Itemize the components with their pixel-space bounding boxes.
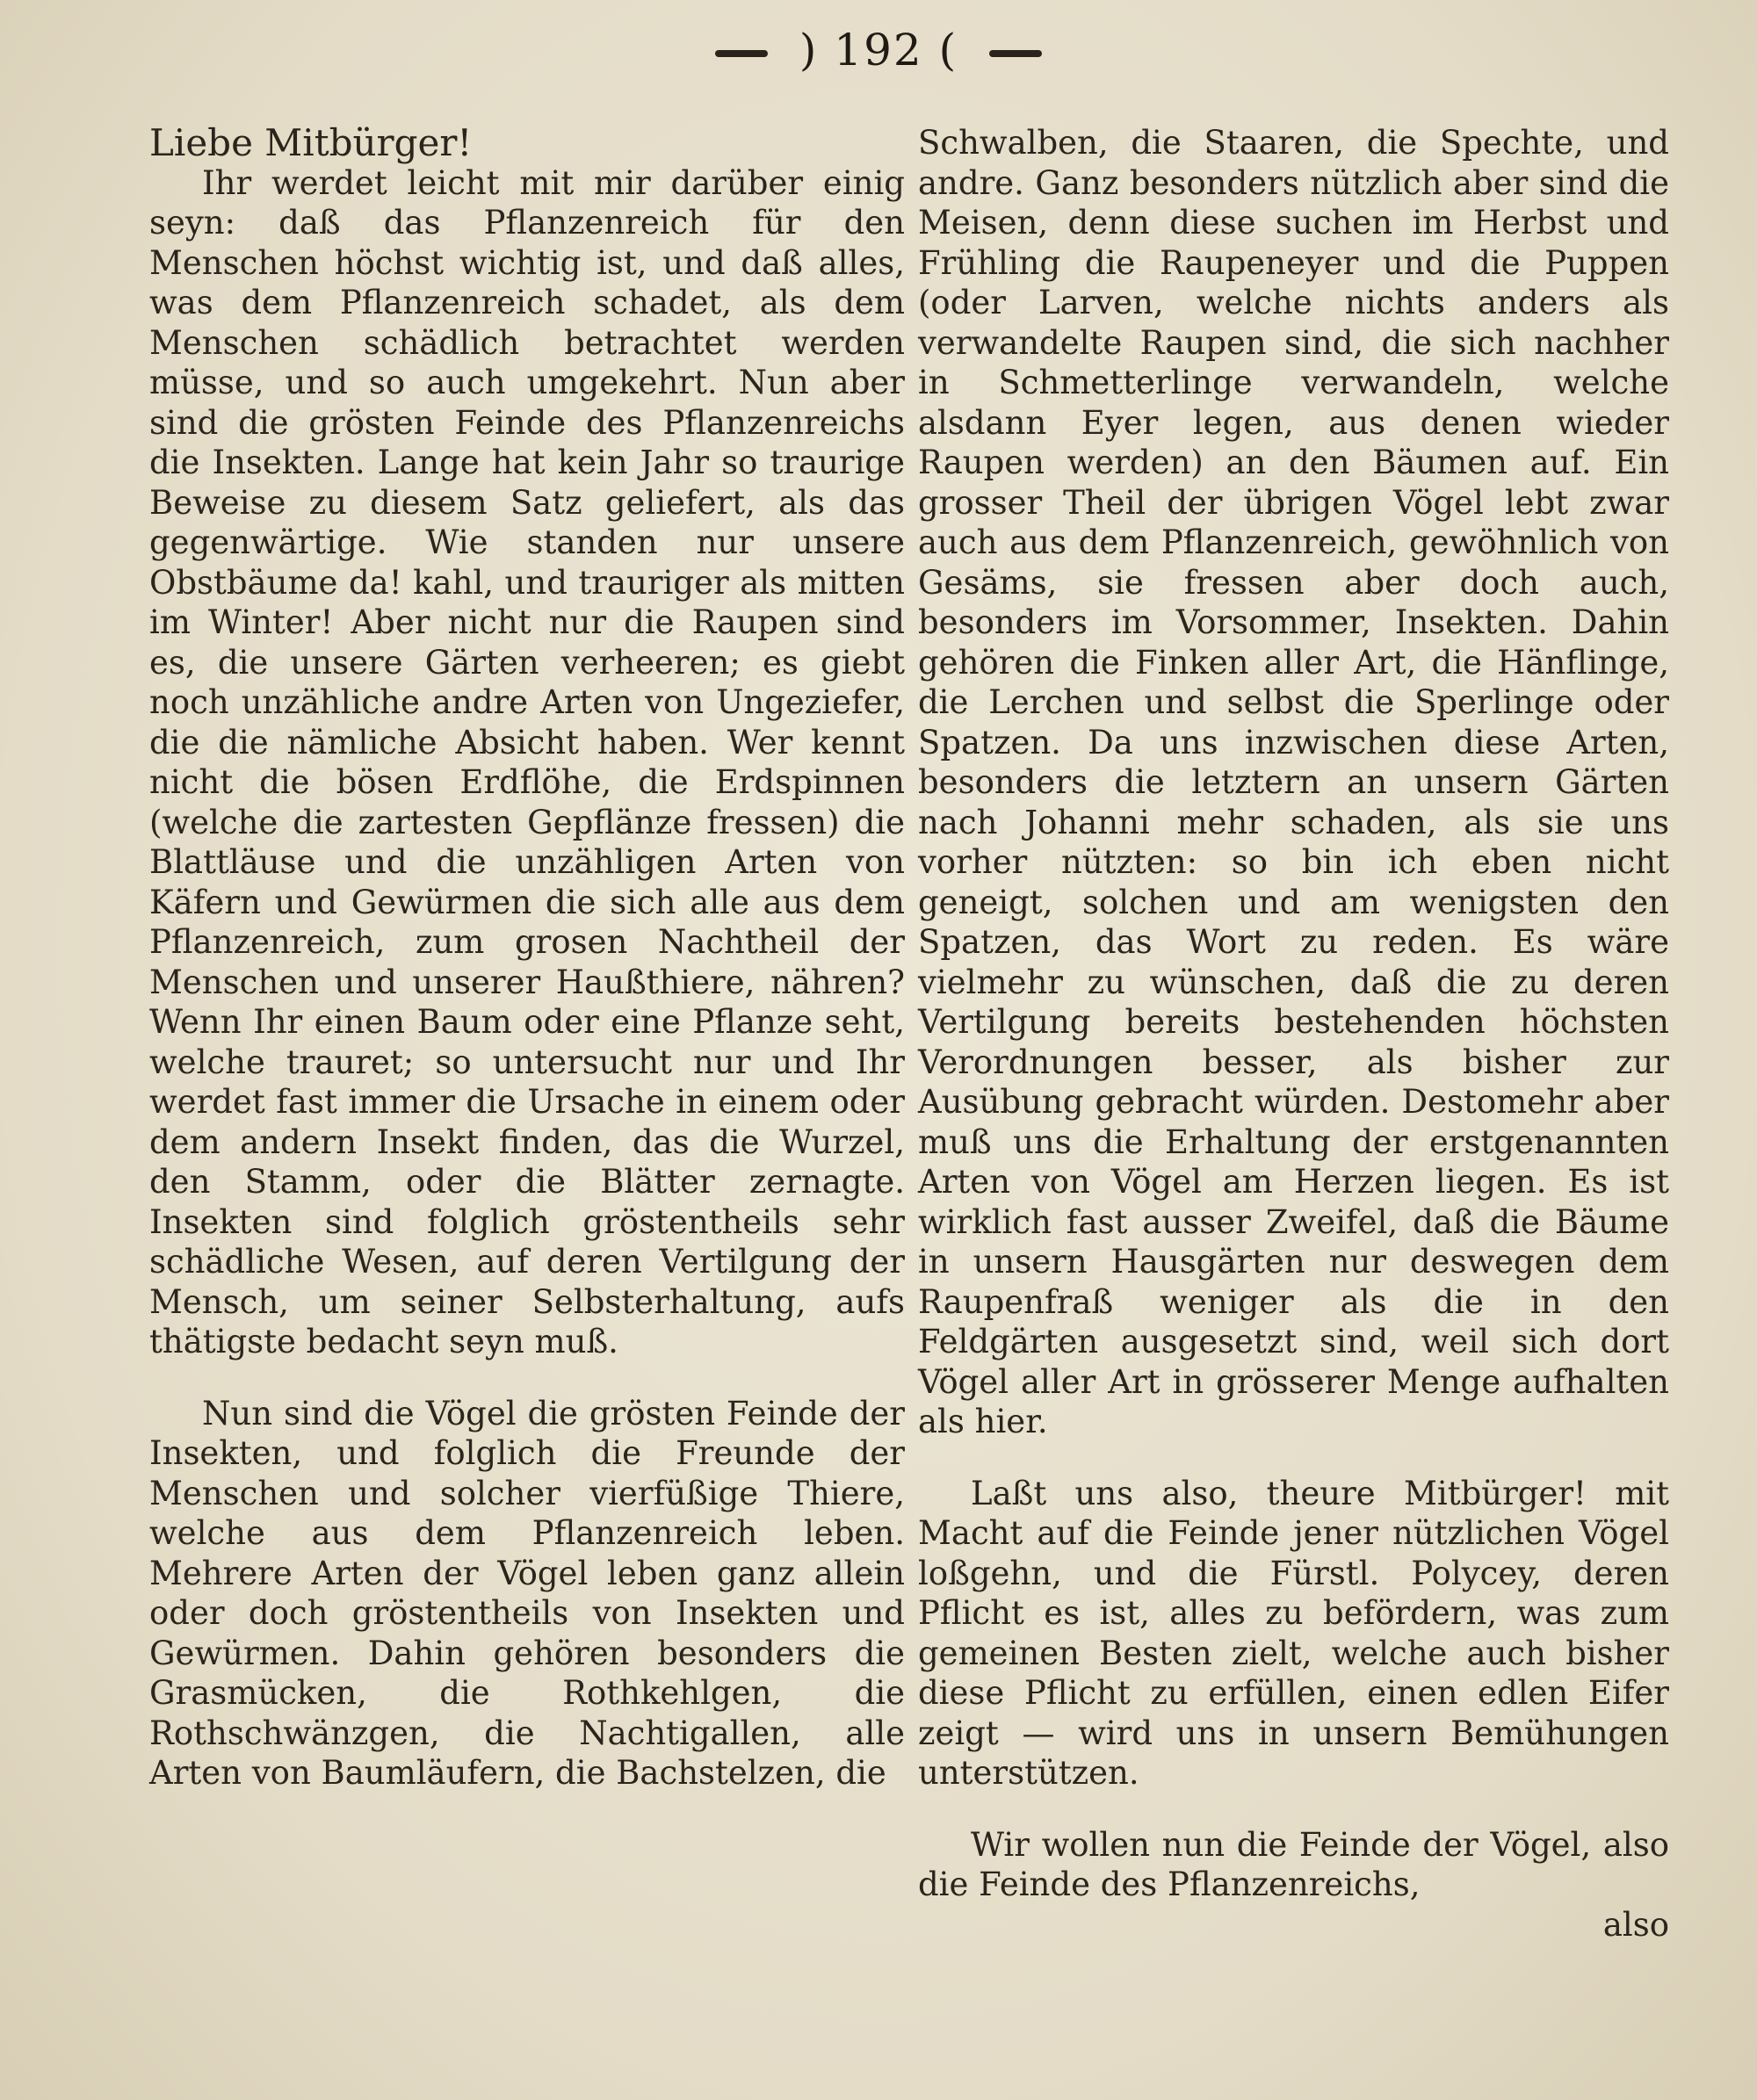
paragraph-gap [918,1793,1669,1825]
salutation: Liebe Mitbürger! [149,121,473,164]
left-paragraph-1: Ihr werdet leicht mit mir darüber einig seyn: daß das Pflanzenreich für den Menschen höchst wichtig ist, und daß alles, was dem Pflanzenreich schadet, als dem Menschen schädlich betrachtet werden müsse, und so auch umgekehrt. Nun aber sind die grösten Feinde des Pflanzenreichs die Insekten. Lange hat kein Jahr so traurige Beweise zu diesem Satz geliefert, als das gegenwärtige. Wie standen nur unsere Obstbäume da! kahl, und trauriger als mitten im Winter! Aber nicht nur die Raupen sind es, die unsere Gärten verheeren; es giebt noch unzähliche andre Arten von Ungeziefer, die die nämliche Absicht haben. Wer kennt nicht die bösen Erdflöhe, die Erdspinnen (welche die zartesten Gepflänze fressen) die Blattläuse und die unzähligen Arten von Käfern und Gewürmen die sich alle aus dem Pflanzenreich, zum grosen Nachtheil der Menschen und unserer Haußthiere, nähren? Wenn Ihr einen Baum oder eine Pflanze seht, welche trauret; so untersucht nur und Ihr werdet fast immer die Ursache in einem oder dem andern Insekt finden, das die Wurzel, den Stamm, oder die Blätter zernagte. Insekten sind folglich gröstentheils sehr schädliche Wesen, auf deren Vertilgung der Mensch, um seiner Selbsterhaltung, aufs thätigste bedacht seyn muß. [149,163,905,1360]
left-paragraph-2: Nun sind die Vögel die grösten Feinde der Insekten, und folglich die Freunde der Menschen und solcher vierfüßige Thiere, welche aus dem Pflanzenreich leben. Mehrere Arten der Vögel leben ganz allein oder doch gröstentheils von Insekten und Gewürmen. Dahin gehören besonders die Grasmücken, die Rothkehlgen, die Rothschwänzgen, die Nachtigallen, alle Arten von Baumläufern, die Bachstelzen, die [149,1394,905,1792]
right-paragraph-3: Wir wollen nun die Feinde der Vögel, also die Feinde des Pflanzenreichs, [918,1825,1669,1903]
header-rule-right [989,50,1042,57]
right-paragraph-2: Laßt uns also, theure Mitbürger! mit Macht auf die Feinde jener nützlichen Vögel loßgehn, und die Fürstl. Polycey, deren Pflicht es ist, alles zu befördern, was zum gemeinen Besten zielt, welche auch bisher diese Pflicht zu erfüllen, einen edlen Eifer zeigt — wird uns in unsern Bemühungen unterstützen. [918,1474,1669,1792]
right-paragraph-1: Schwalben, die Staaren, die Spechte, und andre. Ganz besonders nützlich aber sind die Meisen, denn diese suchen im Herbst und Frühling die Raupeneyer und die Puppen (oder Larven, welche nichts anders als verwandelte Raupen sind, die sich nachher in Schmetterlinge verwandeln, welche alsdann Eyer legen, aus denen wieder Raupen werden) an den Bäumen auf. Ein grosser Theil der übrigen Vögel lebt zwar auch aus dem Pflanzenreich, gewöhnlich von Gesäms, sie fressen aber doch auch, besonders im Vorsommer, Insekten. Dahin gehören die Finken aller Art, die Hänflinge, die Lerchen und selbst die Sperlinge oder Spatzen. Da uns inzwischen diese Arten, besonders die letztern an unsern Gärten nach Johanni mehr schaden, als sie uns vorher nützten: so bin ich eben nicht geneigt, solchen und am wenigsten den Spatzen, das Wort zu reden. Es wäre vielmehr zu wünschen, daß die zu deren Vertilgung bereits bestehenden höchsten Verordnungen besser, als bisher zur Ausübung gebracht würden. Destomehr aber muß uns die Erhaltung der erstgenannten Arten von Vögel am Herzen liegen. Es ist wirklich fast ausser Zweifel, daß die Bäume in unsern Hausgärten nur deswegen dem Raupenfraß weniger als die in den Feldgärten ausgesetzt sind, weil sich dort Vögel aller Art in grösserer Menge aufhalten als hier. [918,124,1669,1440]
page-number: ) 192 ( [799,25,958,76]
paragraph-gap [918,1442,1669,1474]
header-rule-left [715,50,768,57]
page-header [0,25,1757,76]
paragraph-gap [149,1362,905,1394]
right-column [918,123,1669,1945]
catchword: also [1602,1905,1669,1944]
left-column [149,123,905,1793]
